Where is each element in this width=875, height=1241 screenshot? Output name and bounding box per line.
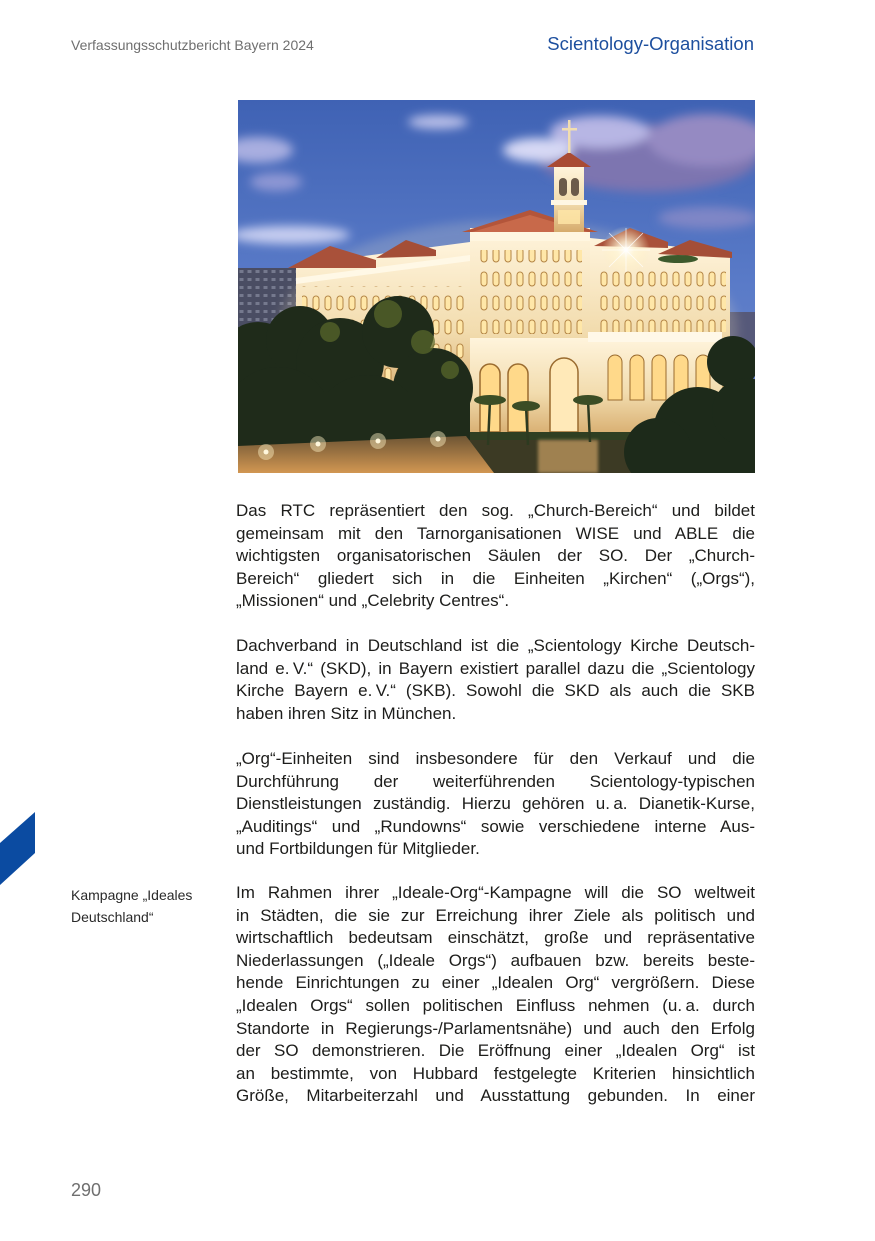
margin-note-line: Deutschland“ [71,909,154,925]
building-photo [238,100,755,473]
text-line: in Städten, die sie zur Erreichung ihrer Ziele als politisch und [236,905,755,925]
text-line: der SO demonstrieren. Die Eröffnung einer „Idealen Org“ ist [236,1041,755,1061]
text-line: Standorte in Regierungs-/Parlamentsnähe) und auch den Erfolg [236,1018,755,1038]
text-line: haben ihren Sitz in München. [236,703,457,723]
page-number: 290 [71,1180,102,1200]
body-paragraph [236,500,755,613]
text-line: Dachverband in Deutschland ist die „Scientology Kirche Deutsch- [236,636,755,655]
text-line: und Fortbildungen für Mitglieder. [236,839,480,859]
text-line: Das RTC repräsentiert den sog. „Church-Bereich“ und bildet [236,501,755,520]
text-line: Durchführung der weiterführenden Scientology-typischen [236,771,755,791]
text-line: Niederlassungen („Ideale Orgs“) aufbauen bzw. bereits beste- [236,950,755,970]
margin-note [71,884,221,928]
text-line: wichtigsten organisatorischen Säulen der SO. Der „Church- [236,546,755,566]
text-line: „Missionen“ und „Celebrity Centres“. [236,591,510,611]
text-line: land e. V.“ (SKD), in Bayern existiert parallel dazu die „Scientology [236,658,755,678]
text-line: Kirche Bayern e. V.“ (SKB). Sowohl die SKD als auch die SKB [236,681,755,701]
text-line: Dienstleistungen zuständig. Hierzu gehören u. a. Dianetik-Kurse, [236,794,755,814]
body-paragraph [236,748,755,861]
section-title: Scientology-Organisation [547,33,754,54]
text-line: gemeinsam mit den Tarnorganisationen WISE und ABLE die [236,523,755,543]
text-line: Größe, Mitarbeiterzahl und Ausstattung gebunden. In einer [236,1086,755,1106]
margin-note-line: Kampagne „Ideales [71,887,193,903]
body-paragraph [236,882,755,1108]
text-line: an bestimmte, von Hubbard festgelegte Kriterien hinsichtlich [236,1063,755,1083]
chapter-tab-marker [0,810,36,888]
report-title: Verfassungsschutzbericht Bayern 2024 [71,37,314,53]
text-line: Im Rahmen ihrer „Ideale-Org“-Kampagne will die SO weltweit [236,883,755,902]
body-paragraph [236,635,755,725]
text-line: „Idealen Orgs“ sollen politischen Einfluss nehmen (u. a. durch [236,995,755,1015]
text-line: wirtschaftlich bedeutsam einschätzt, große und repräsentative [236,928,755,948]
text-line: „Org“-Einheiten sind insbesondere für den Verkauf und die [236,749,755,768]
text-line: „Auditings“ und „Rundowns“ sowie verschiedene interne Aus- [236,816,755,836]
text-line: Bereich“ gliedert sich in die Einheiten „Kirchen“ („Orgs“), [236,568,755,588]
text-line: hende Einrichtungen zu einer „Idealen Org“ vergrößern. Diese [236,973,755,993]
